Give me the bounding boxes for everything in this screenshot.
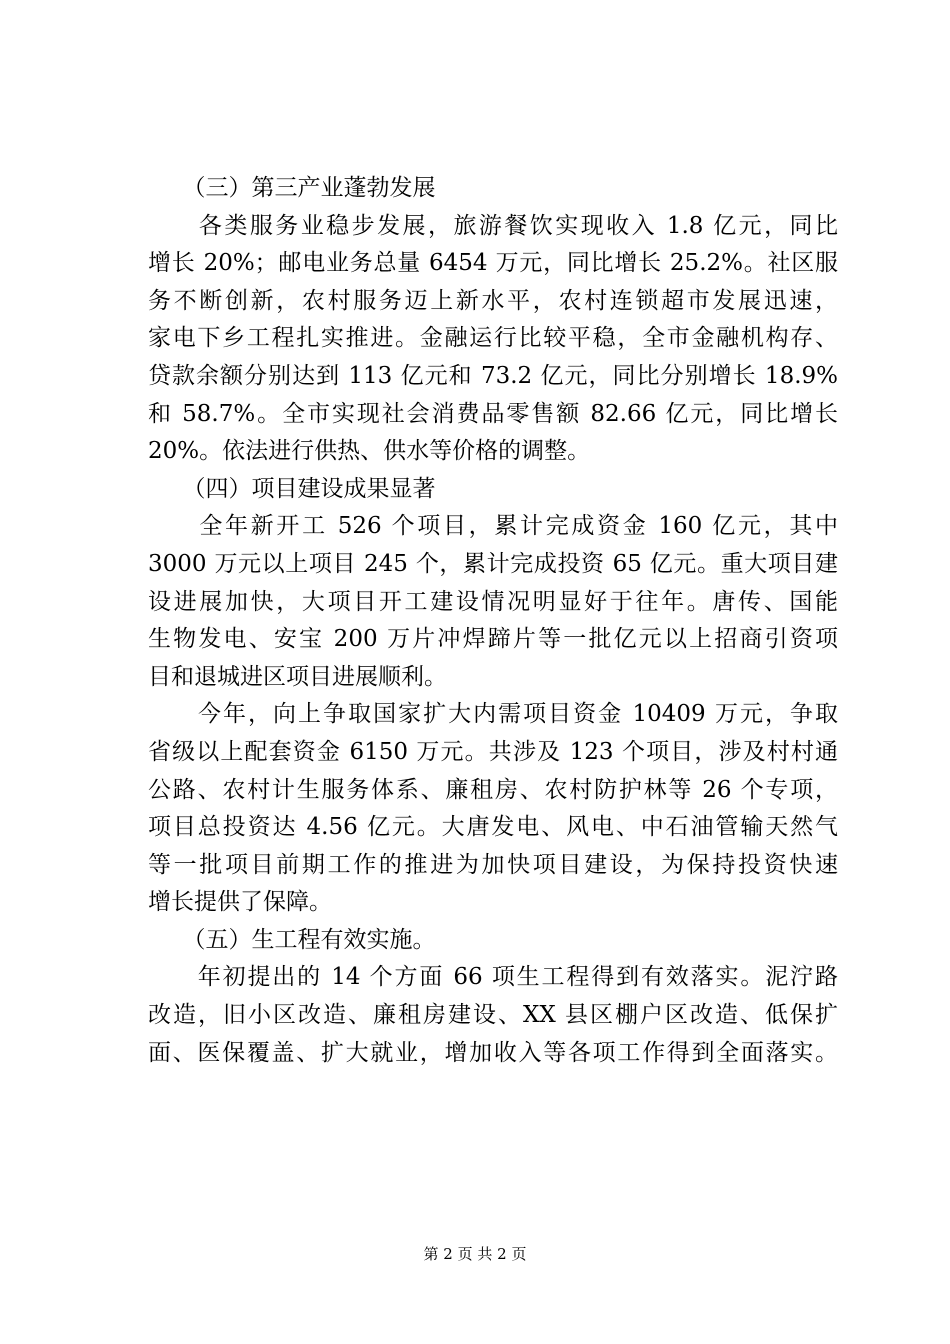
- page-footer: 第 2 页 共 2 页: [423, 1245, 527, 1263]
- text-line: 设进展加快，大项目开工建设情况明显好于往年。唐传、国能: [148, 588, 838, 615]
- text-line: 项目总投资达 4.56 亿元。大唐发电、风电、中石油管输天然气: [148, 814, 838, 841]
- text-line: 和 58.7%。全市实现社会消费品零售额 82.66 亿元，同比增长: [148, 400, 838, 427]
- text-line: 务不断创新，农村服务迈上新水平，农村连锁超市发展迅速，: [148, 287, 838, 314]
- text-line: （四）项目建设成果显著: [148, 475, 436, 502]
- text-line: 增长 20%；邮电业务总量 6454 万元，同比增长 25.2%。社区服: [148, 250, 838, 277]
- text-line: 全年新开工 526 个项目，累计完成资金 160 亿元，其中: [148, 513, 838, 540]
- text-line: 生物发电、安宝 200 万片冲焊蹄片等一批亿元以上招商引资项: [148, 626, 838, 653]
- text-line: 3000 万元以上项目 245 个，累计完成投资 65 亿元。重大项目建: [148, 550, 838, 577]
- text-line: 等一批项目前期工作的推进为加快项目建设，为保持投资快速: [148, 851, 838, 878]
- text-line: 各类服务业稳步发展，旅游餐饮实现收入 1.8 亿元，同比: [148, 212, 838, 239]
- text-line: 省级以上配套资金 6150 万元。共涉及 123 个项目，涉及村村通: [148, 738, 838, 765]
- text-line: 贷款余额分别达到 113 亿元和 73.2 亿元，同比分别增长 18.9%: [148, 362, 838, 389]
- text-line: 改造，旧小区改造、廉租房建设、XX 县区棚户区改造、低保扩: [148, 1002, 838, 1029]
- text-line: 面、医保覆盖、扩大就业，增加收入等各项工作得到全面落实。: [148, 1039, 838, 1066]
- text-line: 年初提出的 14 个方面 66 项生工程得到有效落实。泥泞路: [148, 964, 838, 991]
- text-line: 增长提供了保障。: [148, 889, 332, 916]
- text-line: 家电下乡工程扎实推进。金融运行比较平稳，全市金融机构存、: [148, 325, 838, 352]
- document-body: [148, 170, 838, 1072]
- text-line: （五）生工程有效实施。: [148, 926, 436, 953]
- text-line: 今年，向上争取国家扩大内需项目资金 10409 万元，争取: [148, 701, 838, 728]
- text-line: 公路、农村计生服务体系、廉租房、农村防护林等 26 个专项，: [148, 776, 838, 803]
- text-line: 20%。依法进行供热、供水等价格的调整。: [148, 438, 591, 465]
- text-line: 目和退城进区项目进展顺利。: [148, 663, 447, 690]
- text-line: （三）第三产业蓬勃发展: [148, 175, 436, 201]
